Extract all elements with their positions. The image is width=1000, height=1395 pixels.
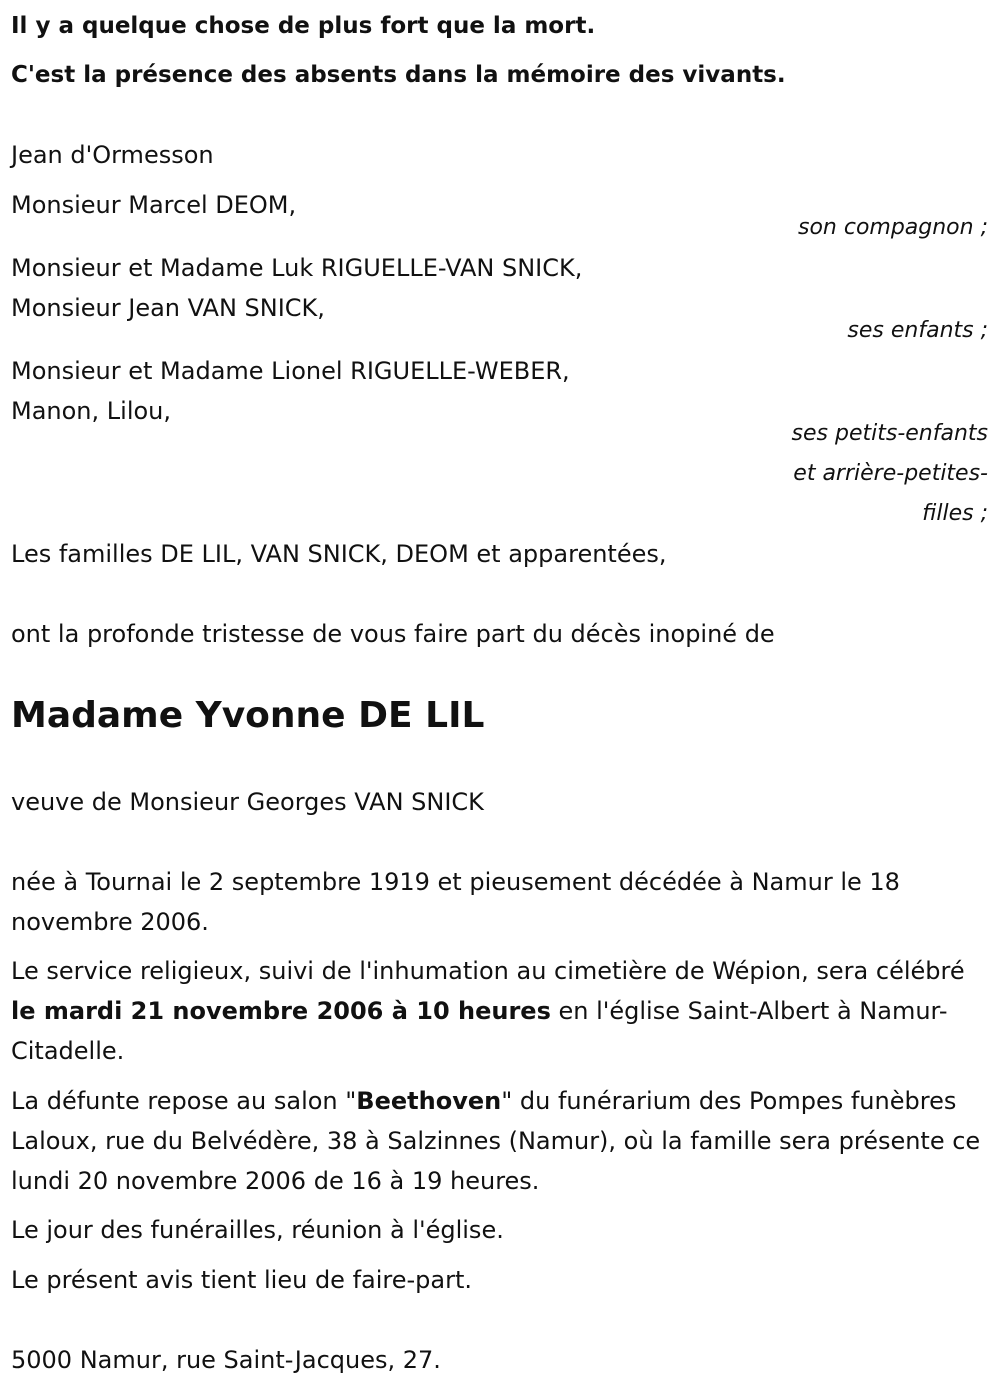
- grandchild-name-2: Manon, Lilou,: [11, 397, 172, 425]
- birth-death-paragraph: née à Tournai le 2 septembre 1919 et pieusement décédée à Namur le 18 novembre 2006.: [11, 868, 900, 936]
- grandchildren-role-line-2: et arrière-petites-: [793, 461, 988, 486]
- deceased-name: Madame Yvonne DE LIL: [11, 695, 485, 736]
- notice-line: Le présent avis tient lieu de faire-part.: [11, 1266, 473, 1294]
- widow-of-line: veuve de Monsieur Georges VAN SNICK: [11, 788, 484, 816]
- child-name-2: Monsieur Jean VAN SNICK,: [11, 294, 325, 322]
- salon-name: Beethoven: [356, 1087, 502, 1115]
- service-text-post: en l'église Saint-Albert à Namur-Citadelle.: [11, 997, 948, 1065]
- companion-name: Monsieur Marcel DEOM,: [11, 191, 297, 219]
- companion-role: son compagnon ;: [797, 215, 988, 240]
- rest-paragraph: [11, 1081, 991, 1201]
- child-name-1: Monsieur et Madame Luk RIGUELLE-VAN SNICK,: [11, 254, 583, 282]
- service-date: le mardi 21 novembre 2006 à 10 heures: [11, 997, 551, 1025]
- service-paragraph: [11, 951, 991, 1071]
- quote-line-1: Il y a quelque chose de plus fort que la mort.: [11, 13, 596, 39]
- grandchildren-role-line-3: filles ;: [922, 501, 988, 526]
- service-text-pre: Le service religieux, suivi de l'inhumation au cimetière de Wépion, sera célébré: [11, 957, 965, 985]
- families-line: Les familles DE LIL, VAN SNICK, DEOM et apparentées,: [11, 540, 667, 568]
- quote-author: Jean d'Ormesson: [11, 141, 214, 169]
- rest-text-pre: La défunte repose au salon ": [11, 1087, 357, 1115]
- address-line: 5000 Namur, rue Saint-Jacques, 27.: [11, 1346, 441, 1374]
- funeral-day-line: Le jour des funérailles, réunion à l'église.: [11, 1216, 504, 1244]
- rest-text-post: " du funérarium des Pompes funèbres Laloux, rue du Belvédère, 38 à Salzinnes (Namur), où la famille sera présente ce lundi 20 novembre 2006 de 16 à 19 heures.: [11, 1087, 981, 1195]
- quote-line-2: C'est la présence des absents dans la mémoire des vivants.: [11, 62, 786, 88]
- grandchildren-role-line-1: ses petits-enfants: [791, 421, 988, 446]
- children-role: ses enfants ;: [847, 318, 988, 343]
- grandchild-name-1: Monsieur et Madame Lionel RIGUELLE-WEBER,: [11, 357, 570, 385]
- announcement-line: ont la profonde tristesse de vous faire part du décès inopiné de: [11, 620, 775, 648]
